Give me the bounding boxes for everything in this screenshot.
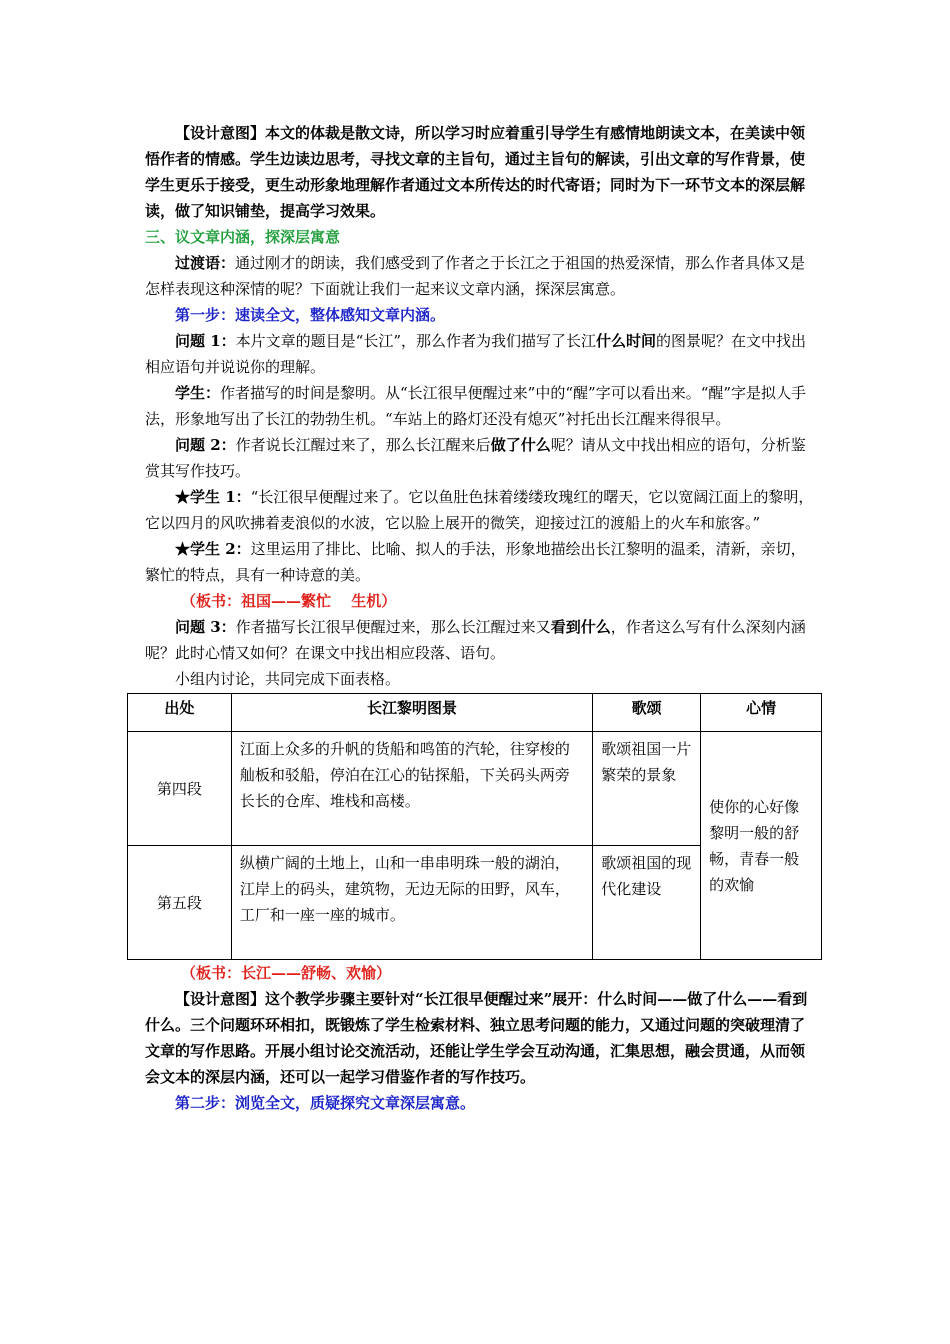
design-intent-paragraph-2 (145, 986, 817, 1090)
step-1-heading: 第一步：速读全文，整体感知文章内涵。 (175, 306, 446, 324)
design-intent-label: 【设计意图】 (175, 990, 266, 1008)
transition-paragraph (145, 250, 817, 302)
student-2-answer (145, 536, 817, 588)
table-header: 长江黎明图景 (231, 694, 592, 732)
transition-label: 过渡语： (175, 254, 236, 272)
table-cell-scene: 纵横广阔的土地上，山和一串串明珠一般的湖泊，江岸上的码头，建筑物，无边无际的田野，风车，工厂和一座一座的城市。 (231, 846, 592, 960)
dawn-scene-table (127, 693, 822, 960)
question-3-label: 问题 3： (175, 618, 236, 636)
question-2-text-end: 呢？请从文中找出相应的语句，分析鉴赏其写作技巧。 (145, 436, 806, 480)
question-1-emphasis: 什么时间 (596, 332, 657, 350)
design-intent-text: 这个教学步骤主要针对“长江很早便醒过来”展开：什么时间——做了什么——看到什么。三个问题环环相扣，既锻炼了学生检索材料、独立思考问题的能力，又通过问题的突破理清了文章的写作思路。开展小组讨论交流活动，还能让学生学会互动沟通，汇集思想，融会贯通，从而领会文本的深层内涵，还可以一起学习借鉴作者的写作技巧。 (145, 990, 808, 1086)
question-1-text-end: 的图景呢？在文中找出相应语句并说说你的理解。 (145, 332, 807, 376)
question-1 (145, 328, 817, 380)
question-2-emphasis: 做了什么 (490, 436, 551, 454)
table-cell-praise: 歌颂祖国一片繁荣的景象 (593, 732, 701, 846)
table-cell-source: 第四段 (128, 732, 232, 846)
table-header: 出处 (128, 694, 232, 732)
group-discussion-note: 小组内讨论，共同完成下面表格。 (175, 670, 401, 688)
question-1-text: 本片文章的题目是“长江”，那么作者为我们描写了长江 (235, 332, 597, 350)
step-2-heading: 第二步：浏览全文，质疑探究文章深层寓意。 (175, 1094, 476, 1112)
question-1-label: 问题 1： (175, 332, 236, 350)
student-2-text: 这里运用了排比、比喻、拟人的手法，形象地描绘出长江黎明的温柔，清新，亲切，繁忙的特点，具有一种诗意的美。 (145, 540, 806, 584)
table-cell-mood: 使你的心好像黎明一般的舒畅，青春一般的欢愉 (701, 732, 822, 960)
student-1-text: “长江很早便醒过来了。它以鱼肚色抹着缕缕玫瑰红的曙天，它以宽阔江面上的黎明，它以四月的风吹拂着麦浪似的水波，它以脸上展开的微笑，迎接过江的渡船上的火车和旅客。” (145, 488, 814, 532)
table-header: 歌颂 (593, 694, 701, 732)
student-answer-text: 作者描写的时间是黎明。从“长江很早便醒过来”中的“醒”字可以看出来。“醒”字是拟人手法，形象地写出了长江的勃勃生机。“车站上的路灯还没有熄灭”衬托出长江醒来得很早。 (145, 384, 807, 428)
document-page (145, 120, 817, 1116)
board-note-1: （板书：祖国——繁忙 生机） (181, 592, 397, 610)
question-3 (145, 614, 817, 666)
question-3-text: 作者描写长江很早便醒过来，那么长江醒过来又 (235, 618, 551, 636)
question-2-label: 问题 2： (175, 436, 236, 454)
design-intent-text: 本文的体裁是散文诗，所以学习时应着重引导学生有感情地朗读文本，在美读中领悟作者的情感。学生边读边思考，寻找文章的主旨句，通过主旨句的解读，引出文章的写作背景，使学生更乐于接受，更生动形象地理解作者通过文本所传达的时代寄语；同时为下一环节文本的深层解读，做了知识铺垫，提高学习效果。 (145, 124, 806, 220)
table-header: 心情 (701, 694, 822, 732)
table-row (128, 732, 822, 846)
table-cell-scene: 江面上众多的升帆的货船和鸣笛的汽轮，往穿梭的舢板和驳船，停泊在江心的钻探船，下关码头两旁长长的仓库、堆栈和高楼。 (231, 732, 592, 846)
student-1-label: ★学生 1： (175, 488, 251, 506)
section-3-title: 三、议文章内涵，探深层寓意 (145, 228, 341, 246)
transition-text: 通过刚才的朗读，我们感受到了作者之于长江之于祖国的热爱深情，那么作者具体又是怎样表现这种深情的呢？下面就让我们一起来议文章内涵，探深层寓意。 (145, 254, 806, 298)
question-3-text-end: ，作者这么写有什么深刻内涵呢？此时心情又如何？在课文中找出相应段落、语句。 (145, 618, 806, 662)
student-1-answer (145, 484, 817, 536)
question-2 (145, 432, 817, 484)
question-2-text: 作者说长江醒过来了，那么长江醒来后 (235, 436, 491, 454)
design-intent-paragraph-1 (145, 120, 817, 224)
board-note-2: （板书：长江——舒畅、欢愉） (181, 964, 392, 982)
question-3-emphasis: 看到什么 (550, 618, 611, 636)
student-label: 学生： (175, 384, 221, 402)
design-intent-label: 【设计意图】 (175, 124, 266, 142)
table-cell-praise: 歌颂祖国的现代化建设 (593, 846, 701, 960)
student-2-label: ★学生 2： (175, 540, 251, 558)
student-answer-1 (145, 380, 817, 432)
table-cell-source: 第五段 (128, 846, 232, 960)
table-header-row (128, 694, 822, 732)
